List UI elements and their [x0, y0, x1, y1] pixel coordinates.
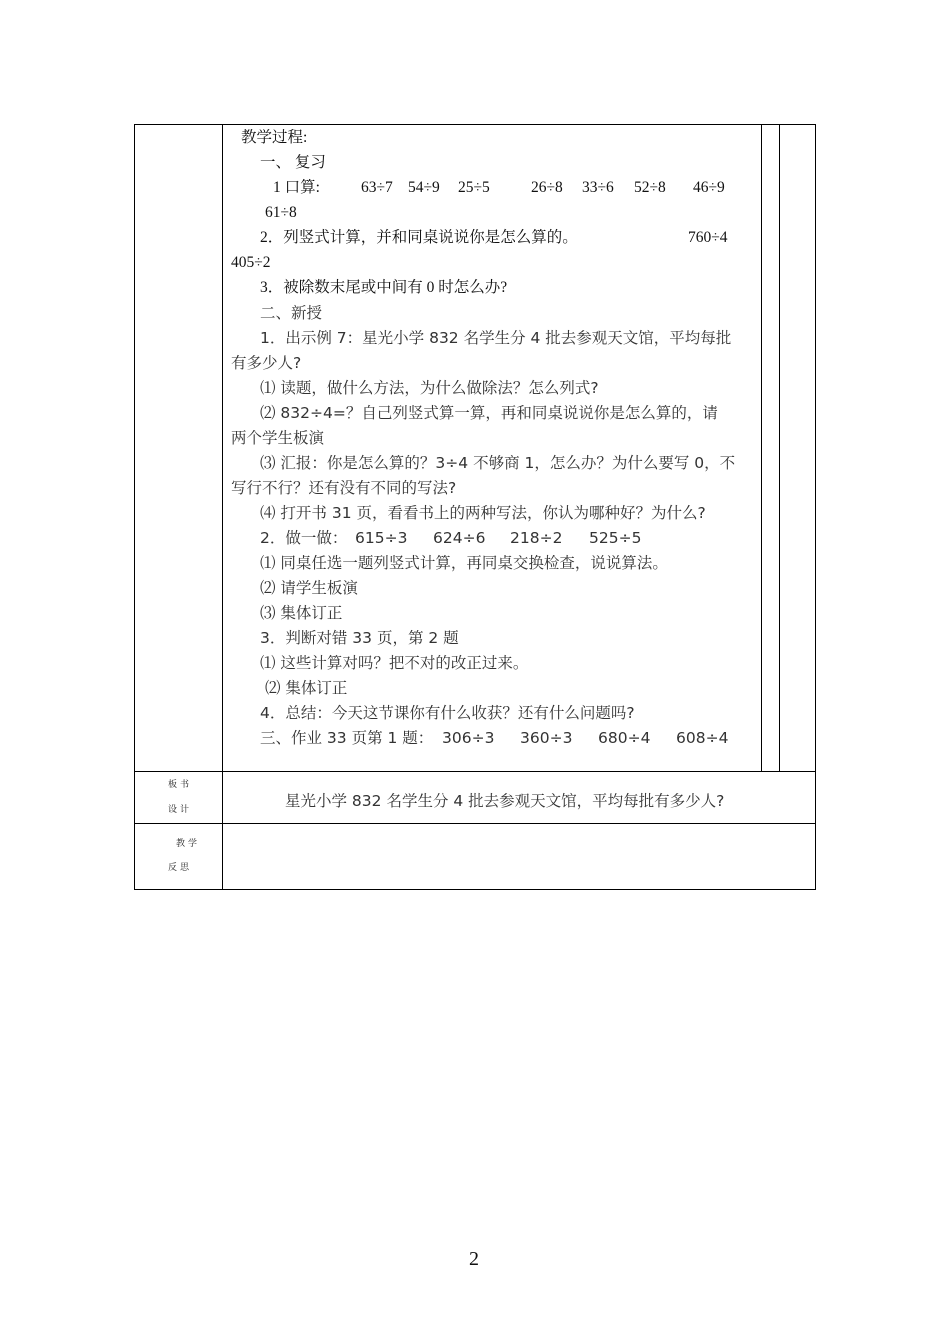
- table-border-left: [134, 124, 135, 890]
- judge-step: ⑴ 这些计算对吗？把不对的改正过来。: [260, 654, 529, 672]
- homework-item: 608÷4: [676, 729, 729, 747]
- reflection-label: 反思: [168, 863, 193, 873]
- oral-item: 63÷7: [361, 179, 393, 196]
- step-2: ⑵ 832÷4=？自己列竖式算一算，再和同桌说说你是怎么算的，请: [260, 404, 718, 422]
- step-2: 两个学生板演: [231, 429, 325, 447]
- practice-item: 525÷5: [589, 529, 642, 547]
- table-row-divider-2: [134, 823, 816, 824]
- table-border-top: [134, 124, 816, 125]
- step-3: ⑶ 汇报：你是怎么算的？3÷4 不够商 1，怎么办？为什么要写 0，不: [260, 454, 736, 472]
- table-row-divider-1: [134, 771, 816, 772]
- judge-heading: 3．判断对错 33 页，第 2 题: [260, 629, 459, 647]
- table-col-divider-right-2: [779, 124, 780, 772]
- step-1: ⑴ 读题，做什么方法，为什么做除法？怎么列式?: [260, 379, 599, 397]
- homework-label: 三、作业 33 页第 1 题：: [260, 729, 434, 747]
- oral-item: 33÷6: [582, 179, 614, 196]
- step-3: 写行不行？还有没有不同的写法?: [231, 479, 457, 497]
- page-number: 2: [469, 1248, 479, 1270]
- homework-item: 680÷4: [598, 729, 651, 747]
- practice-item: 624÷6: [433, 529, 486, 547]
- example-line: 1．出示例 7：星光小学 832 名学生分 4 批去参观天文馆，平均每批: [260, 329, 732, 347]
- reflection-label: 教学: [176, 839, 201, 849]
- oral-item: 61÷8: [265, 204, 297, 221]
- new-lesson-heading: 二、新授: [260, 304, 323, 322]
- board-label: 设计: [168, 805, 193, 815]
- oral-item: 52÷8: [634, 179, 666, 196]
- oral-item: 54÷9: [408, 179, 440, 196]
- oral-label: 1 口算:: [273, 179, 320, 196]
- table-border-bottom: [134, 889, 816, 890]
- item-3: 3．被除数末尾或中间有 0 时怎么办?: [260, 279, 508, 296]
- summary: 4．总结：今天这节课你有什么收获？还有什么问题吗?: [260, 704, 635, 722]
- oral-item: 26÷8: [531, 179, 563, 196]
- homework-item: 360÷3: [520, 729, 573, 747]
- table-col-divider: [222, 124, 223, 890]
- homework-item: 306÷3: [442, 729, 495, 747]
- item-2-equation: 405÷2: [231, 254, 271, 271]
- practice-item: 218÷2: [510, 529, 563, 547]
- board-content: 星光小学 832 名学生分 4 批去参观天文馆，平均每批有多少人?: [285, 792, 725, 810]
- practice-step: ⑵ 请学生板演: [260, 579, 358, 597]
- practice-label: 2．做一做：: [260, 529, 348, 547]
- oral-item: 46÷9: [693, 179, 725, 196]
- practice-step: ⑴ 同桌任选一题列竖式计算，再同桌交换检查，说说算法。: [260, 554, 668, 572]
- practice-item: 615÷3: [355, 529, 408, 547]
- review-heading: 一、 复习: [260, 154, 326, 171]
- process-heading: 教学过程:: [241, 129, 308, 146]
- practice-step: ⑶ 集体订正: [260, 604, 343, 622]
- step-4: ⑷ 打开书 31 页，看看书上的两种写法，你认为哪种好？为什么?: [260, 504, 706, 522]
- board-label: 板书: [168, 780, 193, 790]
- table-border-right: [815, 124, 816, 890]
- table-col-divider-right-1: [761, 124, 762, 772]
- example-line: 有多少人?: [231, 354, 302, 372]
- oral-item: 25÷5: [458, 179, 490, 196]
- item-2-equation: 760÷4: [688, 229, 728, 246]
- judge-step: ⑵ 集体订正: [265, 679, 348, 697]
- item-2: 2．列竖式计算，并和同桌说说你是怎么算的。: [260, 229, 578, 246]
